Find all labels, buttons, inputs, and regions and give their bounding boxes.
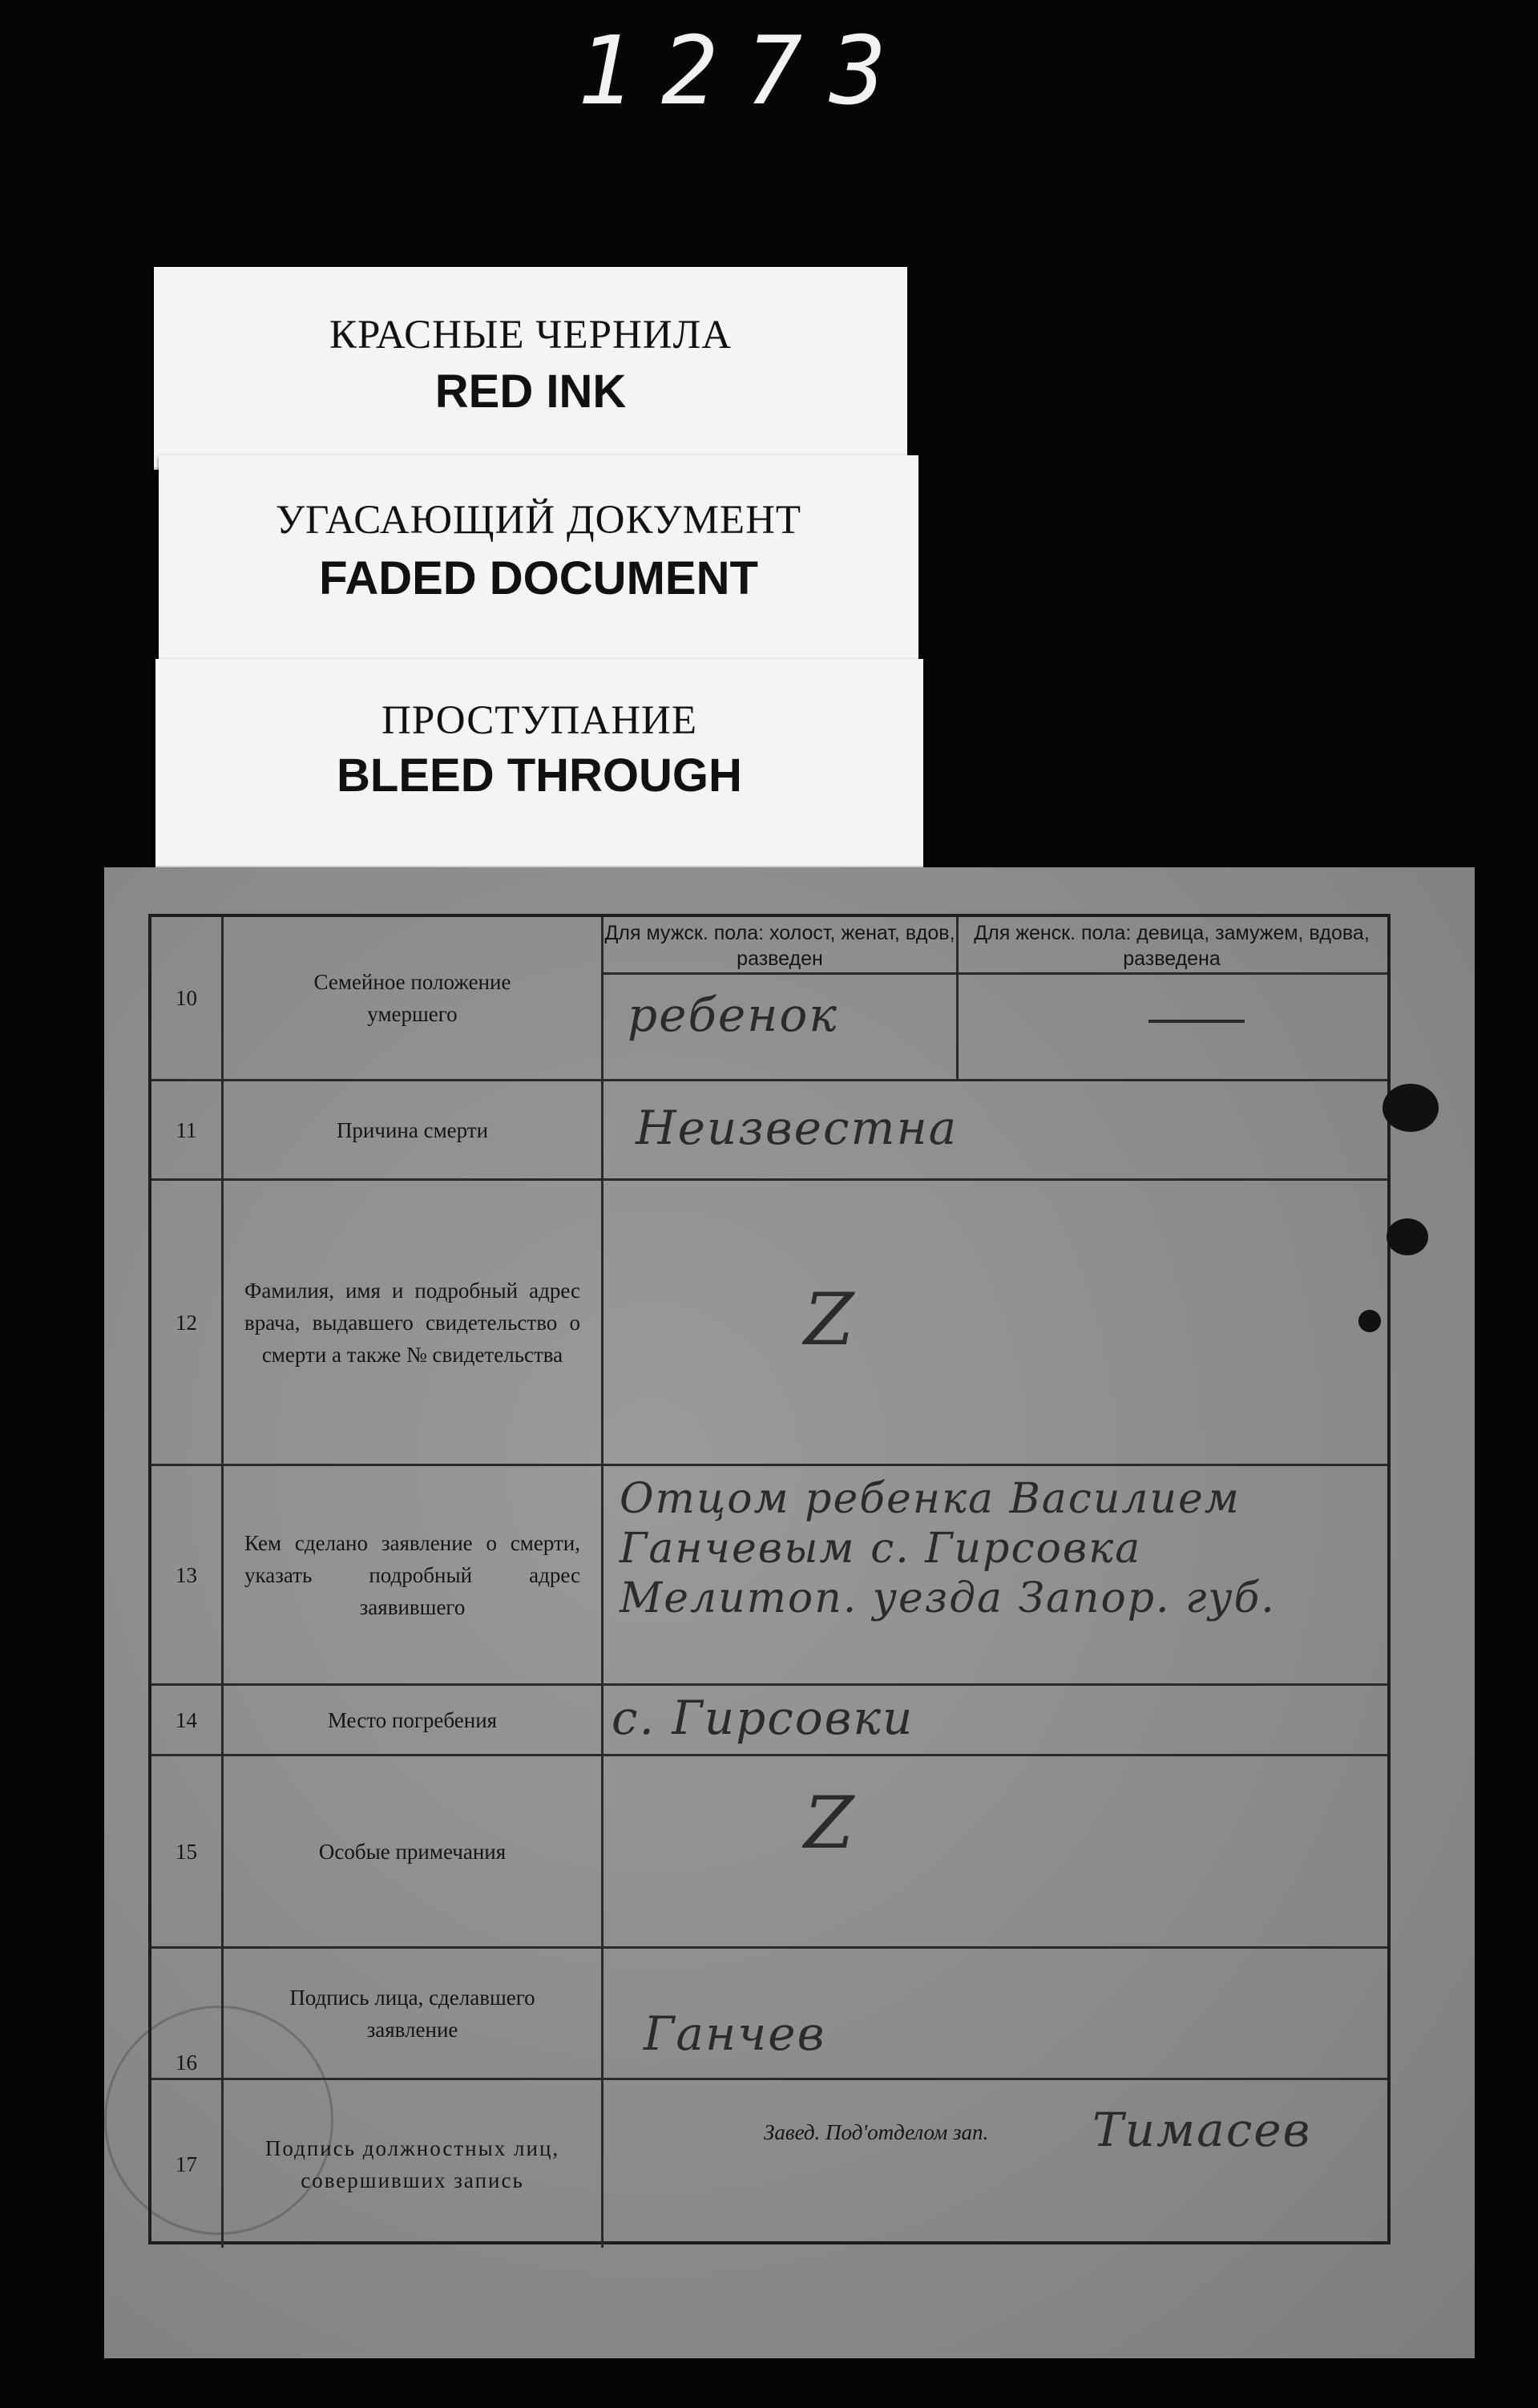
printed-official-title: Завед. Под'отделом зап. <box>764 2120 989 2144</box>
punch-hole <box>1383 1084 1439 1132</box>
slip-label-ru: УГАСАЮЩИЙ ДОКУМЕНТ <box>275 498 802 543</box>
form-row-15 <box>151 1754 1387 1946</box>
form-row-10 <box>151 917 1387 1079</box>
row-value <box>603 917 1387 1079</box>
female-header: Для женск. пола: девица, замужем, вдова, разведена <box>956 917 1387 975</box>
male-header: Для мужск. пола: холост, женат, вдов, разведен <box>603 917 956 975</box>
handwritten-burial-place: с. Гирсовки <box>612 1691 914 1745</box>
form-row-12 <box>151 1178 1387 1464</box>
handwritten-dash <box>1148 1020 1245 1023</box>
form-row-14 <box>151 1683 1387 1754</box>
row-label: Особые примечания <box>318 1839 507 1864</box>
faded-document-slip <box>159 455 918 668</box>
slip-label-en: FADED DOCUMENT <box>319 552 758 604</box>
handwritten-signature: Ганчев <box>644 2006 826 2061</box>
punch-hole <box>1358 1310 1381 1332</box>
row-number: 16 <box>176 2050 197 2075</box>
frame-number: 1273 <box>577 15 914 126</box>
row-label: Место погребения <box>327 1707 498 1732</box>
slip-label-ru: ПРОСТУПАНИЕ <box>381 698 698 743</box>
handwritten-declarant: Отцом ребенка Василием Ганчевым с. Гирсовка Мелитоп. уезда Запор. губ. <box>620 1475 1276 1622</box>
row-label: Подпись лица, сделавшего заявление <box>289 1985 535 2042</box>
record-card <box>104 867 1475 2358</box>
handwritten-mark: Z <box>804 1278 856 1362</box>
row-number: 13 <box>176 1562 197 1587</box>
slip-label-ru: КРАСНЫЕ ЧЕРНИЛА <box>329 313 733 358</box>
row-number: 17 <box>176 2151 197 2176</box>
row-number: 12 <box>176 1310 197 1335</box>
handwritten-mark: Z <box>804 1781 856 1865</box>
handwritten-cause: Неизвестна <box>636 1101 959 1155</box>
form-row-17 <box>151 2078 1387 2248</box>
record-form <box>148 914 1391 2244</box>
form-row-13 <box>151 1464 1387 1683</box>
form-row-16 <box>151 1946 1387 2078</box>
slip-label-en: RED INK <box>434 366 627 418</box>
row-label: Кем сделано заявление о смерти, указать подробный адрес заявившего <box>244 1530 580 1619</box>
form-row-11 <box>151 1079 1387 1178</box>
row-number: 10 <box>176 986 197 1010</box>
punch-hole <box>1387 1218 1428 1255</box>
handwritten-official-signature: Тимасев <box>1092 2103 1312 2157</box>
bleed-through-slip <box>155 659 923 868</box>
row-number: 14 <box>176 1707 197 1732</box>
row-label: Фамилия, имя и подробный адрес врача, выдавшего свидетельство о смерти а также № свидетельства <box>244 1278 580 1367</box>
red-ink-slip <box>154 267 907 470</box>
row-label: Семейное положение умершего <box>313 970 511 1026</box>
handwritten-marital-status: ребенок <box>628 988 838 1042</box>
column-divider <box>956 917 959 1079</box>
row-number: 11 <box>176 1117 197 1142</box>
row-label: Подпись должностных лиц, совершивших запись <box>264 2135 560 2192</box>
row-number: 15 <box>176 1839 197 1864</box>
slip-label-en: BLEED THROUGH <box>337 749 742 802</box>
row-label: Причина смерти <box>336 1117 489 1142</box>
